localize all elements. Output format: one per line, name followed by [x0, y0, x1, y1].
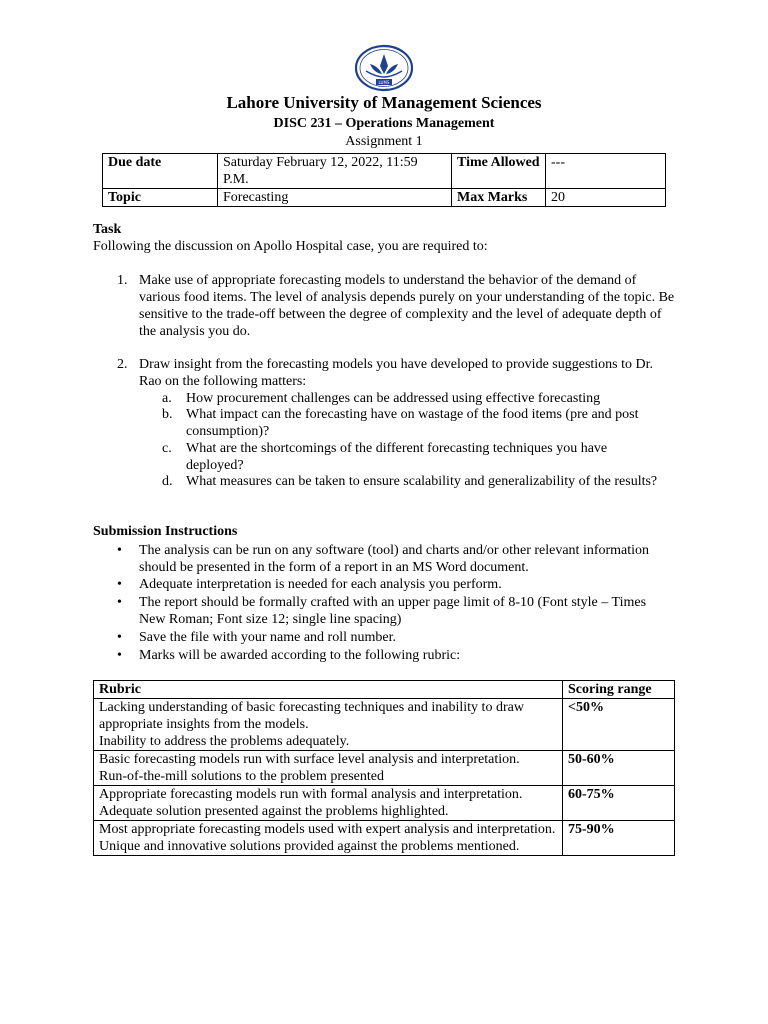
topic-value: Forecasting [218, 189, 452, 207]
subitem-text: What impact can the forecasting have on wastage of the food items (pre and post consumption)? [186, 407, 639, 439]
max-marks-value: 20 [546, 189, 666, 207]
bullet-text: The analysis can be run on any software (tool) and charts and/or other relevant information should be presented in the form of a report in an MS Word document. [139, 543, 650, 575]
subitem-letter: c. [162, 441, 172, 456]
bullet-dot-icon: • [117, 648, 122, 663]
logo-text: LUMS [378, 80, 390, 85]
task-item-number: 1. [117, 273, 128, 288]
task-item-number: 2. [117, 357, 128, 372]
scoring-range-column-header: Scoring range [563, 681, 675, 699]
rubric-row [94, 821, 675, 856]
task-item-text: Draw insight from the forecasting models you have developed to provide suggestions to Dr. Rao on the following matters: [139, 357, 654, 389]
max-marks-label: Max Marks [452, 189, 546, 207]
rubric-description: Lacking understanding of basic forecasting techniques and inability to draw appropriate insights from the models. Inability to address the problems adequately. [94, 699, 563, 751]
rubric-description: Basic forecasting models run with surface level analysis and interpretation. Run-of-the-mill solutions to the problem presented [94, 751, 563, 786]
due-date-label: Due date [103, 154, 218, 189]
rubric-score: 60-75% [563, 786, 675, 821]
subitem-text: What are the shortcomings of the different forecasting techniques you have deployed? [186, 441, 608, 473]
bullet-text: The report should be formally crafted with an upper page limit of 8-10 (Font style – Times New Roman; Font size 12; single line spacing) [139, 595, 647, 627]
topic-label: Topic [103, 189, 218, 207]
info-row [103, 154, 666, 189]
due-date-value: Saturday February 12, 2022, 11:59 P.M. [218, 154, 452, 189]
university-title: Lahore University of Management Sciences [226, 93, 542, 112]
bullet-dot-icon: • [117, 543, 122, 558]
task-heading: Task [93, 222, 122, 237]
rubric-description: Appropriate forecasting models run with formal analysis and interpretation. Adequate solution presented against the problems highlighted. [94, 786, 563, 821]
rubric-score: 75-90% [563, 821, 675, 856]
assignment-info-table [102, 153, 666, 207]
rubric-header-row [94, 681, 675, 699]
bullet-dot-icon: • [117, 595, 122, 610]
bullet-text: Save the file with your name and roll number. [139, 630, 396, 645]
task-item-text: Make use of appropriate forecasting models to understand the behavior of the demand of various food items. The level of analysis depends purely on your understanding of the topic. Be sensitive to the trade-off between the degree of complexity and the level of adequate depth of the analysis you do. [139, 273, 675, 339]
bullet-dot-icon: • [117, 577, 122, 592]
subitem-text: What measures can be taken to ensure scalability and generalizability of the results? [186, 474, 658, 489]
rubric-score: 50-60% [563, 751, 675, 786]
rubric-column-header: Rubric [94, 681, 563, 699]
bullet-dot-icon: • [117, 630, 122, 645]
lums-logo [354, 44, 414, 92]
rubric-row [94, 751, 675, 786]
subitem-letter: b. [162, 407, 173, 422]
subitem-text: How procurement challenges can be addressed using effective forecasting [186, 391, 601, 406]
bullet-text: Marks will be awarded according to the following rubric: [139, 648, 461, 663]
rubric-table [93, 680, 675, 856]
subitem-letter: d. [162, 474, 173, 489]
submission-heading: Submission Instructions [93, 524, 238, 539]
task-intro: Following the discussion on Apollo Hospital case, you are required to: [93, 239, 488, 254]
rubric-score: <50% [563, 699, 675, 751]
subitem-letter: a. [162, 391, 172, 406]
rubric-description: Most appropriate forecasting models used with expert analysis and interpretation. Unique and innovative solutions provided against the problems mentioned. [94, 821, 563, 856]
info-row [103, 189, 666, 207]
time-allowed-value: --- [546, 154, 666, 189]
bullet-text: Adequate interpretation is needed for each analysis you perform. [139, 577, 502, 592]
assignment-title: Assignment 1 [345, 134, 423, 149]
time-allowed-label: Time Allowed [452, 154, 546, 189]
rubric-row [94, 786, 675, 821]
course-title: DISC 231 – Operations Management [273, 116, 495, 131]
rubric-row [94, 699, 675, 751]
